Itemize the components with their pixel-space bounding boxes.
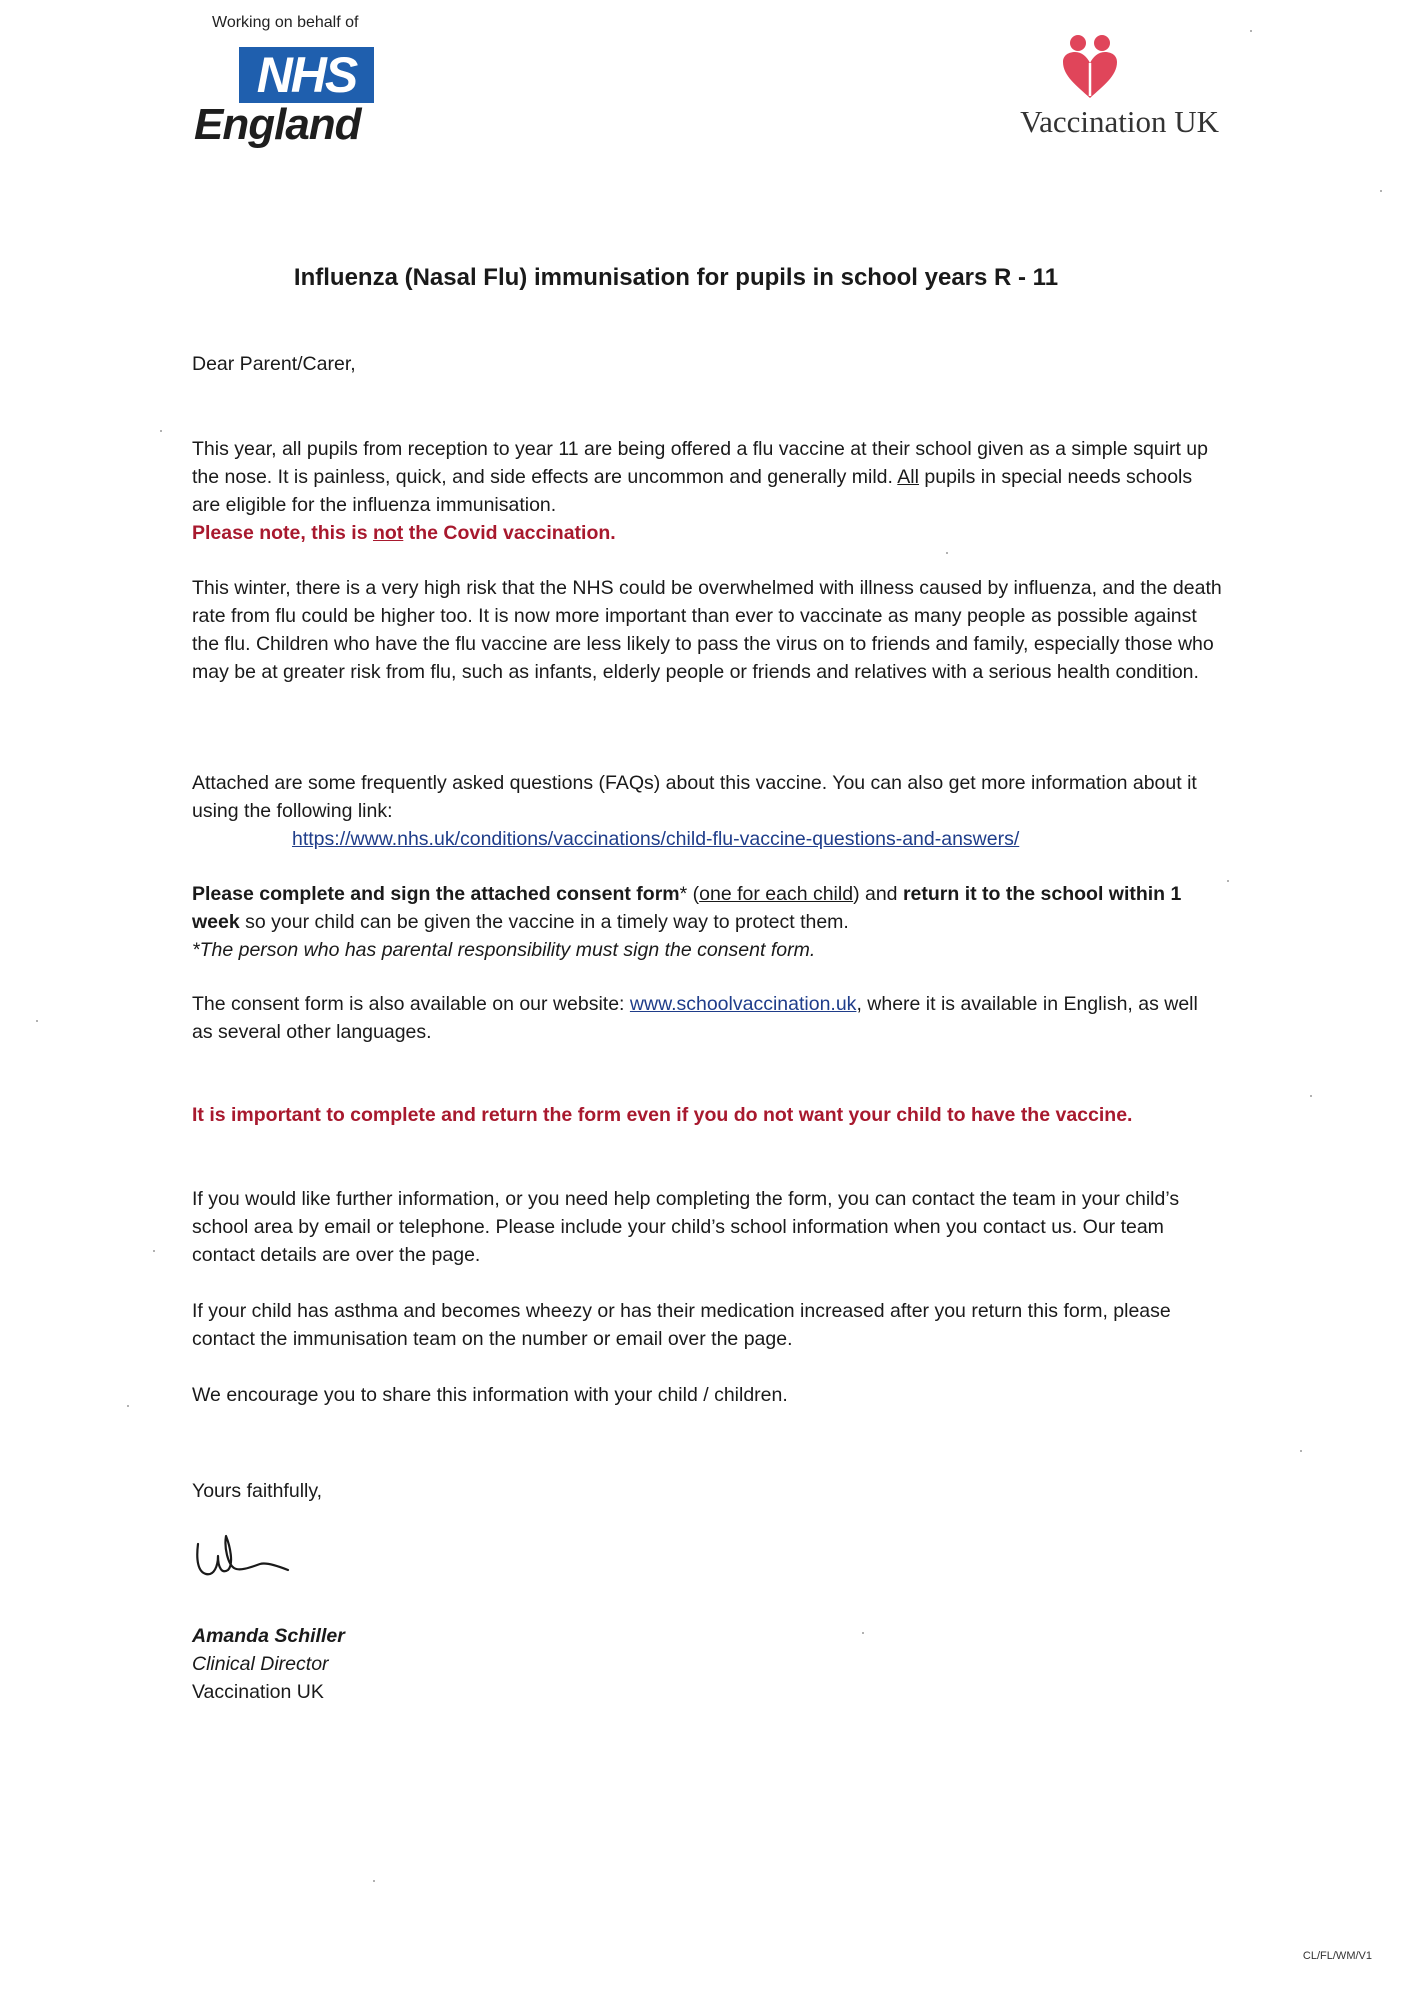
nhs-faq-link[interactable]: https://www.nhs.uk/conditions/vaccinations/child-flu-vaccine-questions-and-answers/ xyxy=(292,828,1020,850)
website-after: , where it is available in English, as well as several other languages. xyxy=(192,993,1198,1043)
covid-note xyxy=(192,522,616,544)
paragraph-winter-risk: This winter, there is a very high risk that the NHS could be overwhelmed with illness caused by influenza, and the death rate from flu could be higher too. It is now more important than ever to vaccinate as many people as possible against the flu. Children who have the flu vaccine are less likely to pass the virus on to friends and family, especially those who may be at greater risk from flu, such as infants, elderly people or friends and relatives with a serious health condition. xyxy=(192,577,1222,683)
handwritten-signature xyxy=(194,1530,306,1592)
paragraph-faq xyxy=(192,769,1222,853)
school-vaccination-link[interactable]: www.schoolvaccination.uk xyxy=(629,993,857,1015)
consent-one-each-child: one for each child xyxy=(699,883,854,905)
consent-star: * ( xyxy=(679,883,700,905)
consent-footnote: *The person who has parental responsibility must sign the consent form. xyxy=(192,939,816,961)
signer-name: Amanda Schiller xyxy=(192,1625,345,1647)
signer-role: Clinical Director xyxy=(192,1653,329,1675)
consent-instruction-bold: Please complete and sign the attached consent form xyxy=(192,883,680,905)
salutation: Dear Parent/Carer, xyxy=(192,353,356,375)
consent-return-bold: return it to the school within 1 week xyxy=(192,883,1182,933)
consent-mid: ) and xyxy=(853,883,903,905)
faq-text: Attached are some frequently asked questions (FAQs) about this vaccine. You can also get more information about it using the following link: xyxy=(192,772,1197,822)
document-reference-code: CL/FL/WM/V1 xyxy=(1302,1950,1372,1962)
vaccination-uk-wordmark: Vaccination UK xyxy=(1020,104,1219,139)
website-before: The consent form is also available on our website: xyxy=(192,993,630,1015)
nhs-logo: NHS xyxy=(239,47,374,103)
nhs-region-label: England xyxy=(194,100,361,149)
signer-block xyxy=(192,1622,1222,1706)
two-people-heart-icon xyxy=(1057,34,1123,100)
paragraph-share: We encourage you to share this information with your child / children. xyxy=(192,1384,788,1406)
paragraph-contact: If you would like further information, or you need help completing the form, you can contact the team in your child’s school area by email or telephone. Please include your child’s school information when you contact us. Our team contact details are over the page. xyxy=(192,1188,1180,1266)
intro-text-after: pupils in special needs schools are eligible for the influenza immunisation. xyxy=(192,466,1193,516)
covid-note-not: not xyxy=(372,522,404,544)
covid-note-before: Please note, this is xyxy=(192,522,373,544)
closing: Yours faithfully, xyxy=(192,1480,323,1502)
paragraph-intro xyxy=(192,435,1222,547)
intro-underlined-all: All xyxy=(897,466,919,488)
paragraph-website xyxy=(192,990,1222,1046)
intro-text: This year, all pupils from reception to year 11 are being offered a flu vaccine at their school given as a simple squirt up the nose. It is painless, quick, and side effects are uncommon and generally mild. xyxy=(192,438,1208,488)
letter-title: Influenza (Nasal Flu) immunisation for pupils in school years R - 11 xyxy=(293,264,1059,291)
paragraph-asthma: If your child has asthma and becomes wheezy or has their medication increased after you return this form, please contact the immunisation team on the number or email over the page. xyxy=(192,1300,1171,1350)
consent-after: so your child can be given the vaccine in a timely way to protect them. xyxy=(239,911,849,933)
signer-org: Vaccination UK xyxy=(192,1681,324,1703)
on-behalf-label: Working on behalf of xyxy=(212,14,359,31)
vaccination-uk-logo-block xyxy=(969,34,1219,144)
paragraph-consent xyxy=(192,880,1222,964)
covid-note-after: the Covid vaccination. xyxy=(403,522,616,544)
important-notice: It is important to complete and return the form even if you do not want your child to have the vaccine. xyxy=(192,1104,1133,1126)
